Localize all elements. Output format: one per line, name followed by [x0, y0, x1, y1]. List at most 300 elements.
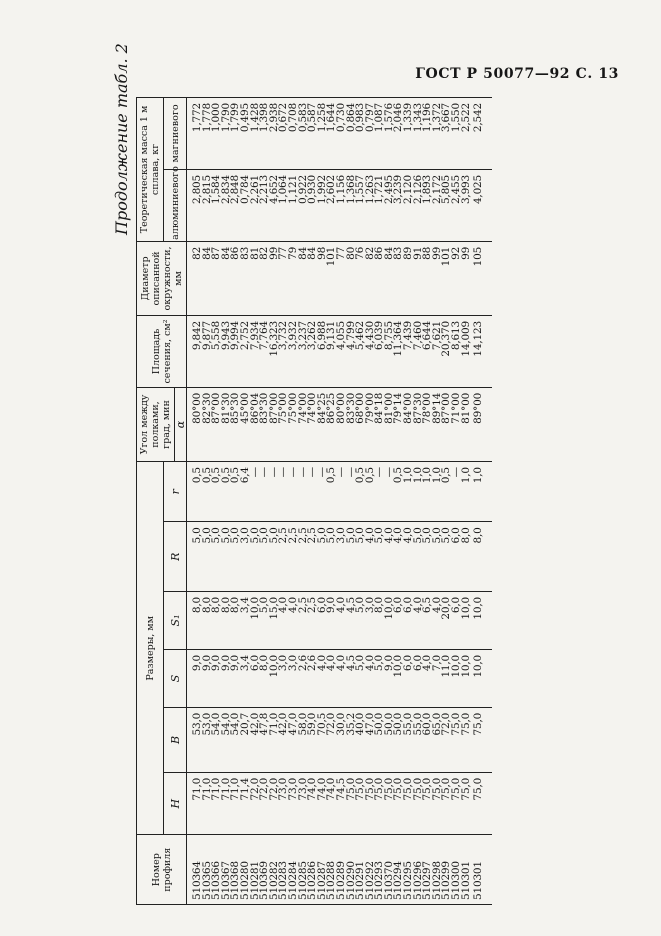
- table-cell: 1,343: [411, 103, 424, 133]
- table-cell: 510286: [306, 861, 319, 900]
- table-cell: 0,5: [219, 467, 232, 484]
- table-cell: 5,0: [440, 527, 453, 544]
- table-cell: 5,0: [315, 527, 328, 544]
- table-cell: 4,0: [334, 654, 347, 672]
- table-cell: 1,398: [258, 103, 271, 133]
- table-cell: 78°00: [421, 392, 434, 424]
- table-cell: 10,0: [459, 654, 472, 678]
- last-R: 8,0: [472, 527, 485, 544]
- table-cell: 71,0: [267, 712, 280, 736]
- table-cell: 16,323: [267, 321, 280, 357]
- table-cell: 8,0: [229, 596, 242, 614]
- table-cell: 2,6: [296, 654, 309, 672]
- table-cell: 72,0: [267, 777, 280, 801]
- table-cell: 510366: [210, 861, 223, 900]
- table-cell: 58,0: [296, 712, 309, 736]
- table-cell: 71,4: [238, 777, 251, 801]
- table-cell: 75,0: [450, 777, 463, 801]
- table-cell: 2,126: [411, 174, 424, 205]
- last-B: 75,0: [472, 712, 485, 736]
- header-sizes: Размеры, мм: [137, 462, 164, 835]
- R-column: [193, 522, 471, 591]
- table-cell: 0,5: [392, 467, 405, 484]
- table-cell: 510280: [238, 861, 251, 900]
- table-cell: 8,0: [200, 596, 213, 614]
- table-cell: 1,0: [430, 467, 443, 484]
- table-cell: 1,772: [191, 103, 203, 133]
- table-cell: 3,0: [286, 654, 299, 672]
- last-diameter: 105: [472, 246, 485, 267]
- table-cell: 11,364: [392, 321, 405, 357]
- table-cell: 86: [373, 246, 386, 260]
- table-cell: 0,587: [306, 103, 319, 133]
- table-cell: 510365: [200, 861, 213, 900]
- last-magnesium: 2,542: [472, 103, 485, 133]
- table-cell: 81°00: [382, 392, 395, 424]
- table-cell: 0,730: [334, 103, 347, 133]
- table-cell: 0,5: [325, 467, 338, 484]
- table-cell: 74,0: [325, 777, 338, 801]
- table-cell: 1,064: [277, 174, 290, 205]
- table-cell: 8,0: [373, 596, 386, 614]
- table-cell: 47,8: [258, 712, 271, 736]
- table-cell: 7,621: [430, 321, 443, 351]
- table-cell: 4,0: [277, 596, 290, 614]
- area-column: [193, 316, 471, 387]
- table-cell: 87°00: [267, 392, 280, 424]
- header-alpha: α: [175, 387, 187, 461]
- table-cell: 20,370: [440, 321, 453, 357]
- table-cell: —: [344, 467, 357, 478]
- table-cell: 5,0: [248, 527, 261, 544]
- table-cell: 98: [315, 246, 328, 260]
- table-cell: 5,558: [210, 321, 223, 351]
- table-cell: 510368: [229, 861, 242, 900]
- table-cell: 510300: [450, 861, 463, 900]
- table-cell: 75,0: [344, 777, 357, 801]
- table-cell: —: [258, 467, 271, 478]
- table-cell: 5,0: [354, 527, 367, 544]
- table-cell: 5,0: [191, 527, 203, 544]
- table-cell: —: [450, 467, 463, 478]
- table-cell: 0,5: [354, 467, 367, 484]
- table-cell: 4,0: [402, 527, 415, 544]
- table-cell: 2,5: [296, 596, 309, 614]
- table-cell: 84°18: [373, 392, 386, 424]
- table-cell: 82: [363, 246, 376, 260]
- table-cell: 1,0: [402, 467, 415, 484]
- header-aluminium: алюминиевого: [164, 169, 187, 241]
- table-cell: 86°04: [248, 392, 261, 424]
- table-cell: 4,0: [382, 527, 395, 544]
- table-cell: 0,5: [191, 467, 203, 484]
- table-cell: 510370: [382, 861, 395, 900]
- table-cell: 83: [238, 246, 251, 260]
- table-cell: 59,0: [306, 712, 319, 736]
- table-cell: 7,0: [430, 654, 443, 672]
- table-cell: 82: [258, 246, 271, 260]
- table-cell: 65,0: [430, 712, 443, 736]
- table-cell: 5,0: [325, 527, 338, 544]
- table-cell: 83°30: [258, 392, 271, 424]
- table-cell: 510281: [248, 861, 261, 900]
- table-cell: 1,644: [325, 103, 338, 133]
- table-cell: 74,5: [334, 777, 347, 801]
- table-cell: 71,0: [229, 777, 242, 801]
- table-cell: 2,5: [277, 527, 290, 544]
- table-cell: 1,799: [229, 103, 242, 133]
- header-angle: Угол между полками, град, мин: [137, 387, 175, 461]
- table-cell: 510283: [277, 861, 290, 900]
- H-column: [193, 773, 471, 835]
- table-cell: 4,799: [344, 321, 357, 351]
- table-cell: 7,764: [258, 321, 271, 351]
- table-cell: 8,0: [459, 527, 472, 544]
- table-cell: 84: [200, 246, 213, 260]
- table-cell: 75,0: [440, 777, 453, 801]
- table-cell: 0,5: [229, 467, 242, 484]
- table-cell: 2,805: [191, 174, 203, 205]
- table-cell: 68°00: [354, 392, 367, 424]
- table-cell: 1,087: [373, 103, 386, 133]
- table-cell: 9,0: [219, 654, 232, 672]
- table-cell: 1,576: [382, 103, 395, 133]
- table-cell: 510284: [286, 861, 299, 900]
- table-cell: 79°14: [392, 392, 405, 424]
- table-cell: 3,0: [277, 654, 290, 672]
- table-cell: 74,0: [306, 777, 319, 801]
- table-cell: 2,5: [306, 527, 319, 544]
- magnesium-mass-column: [193, 98, 471, 169]
- table-cell: 5,0: [354, 596, 367, 614]
- last-aluminium: 4,025: [472, 174, 485, 205]
- table-cell: 3,0: [334, 527, 347, 544]
- table-cell: 75,0: [392, 777, 405, 801]
- table-cell: 6,0: [411, 654, 424, 672]
- table-cell: 75,0: [402, 777, 415, 801]
- table-cell: 4,0: [421, 654, 434, 672]
- table-cell: 79: [286, 246, 299, 260]
- table-cell: 510291: [354, 861, 367, 900]
- table-cell: 73,0: [296, 777, 309, 801]
- table-data-row: [187, 98, 472, 905]
- table-cell: —: [315, 467, 328, 478]
- table-cell: 2,6: [306, 654, 319, 672]
- table-cell: 1,000: [210, 103, 223, 133]
- rotated-table-area: [112, 43, 661, 905]
- table-cell: 75,0: [354, 777, 367, 801]
- table-cell: 510288: [325, 861, 338, 900]
- table-cell: 9,877: [200, 321, 213, 351]
- table-cell: 1,156: [334, 174, 347, 205]
- angle-column: [193, 388, 471, 461]
- table-cell: 84: [382, 246, 395, 260]
- table-cell: 5,0: [229, 527, 242, 544]
- table-cell: 3,237: [296, 321, 309, 351]
- table-cell: 2,602: [325, 174, 338, 205]
- table-cell: 6,4: [238, 467, 251, 484]
- table-cell: 2,495: [382, 174, 395, 205]
- table-cell: 71,0: [200, 777, 213, 801]
- header-mass: Теоретическая масса 1 м сплава, кг: [137, 98, 164, 242]
- table-cell: 510364: [191, 861, 203, 900]
- table-cell: 75,0: [421, 777, 434, 801]
- table-cell: 2,213: [258, 174, 271, 205]
- table-cell: 1,368: [344, 174, 357, 205]
- table-cell: 50,0: [373, 712, 386, 736]
- table-cell: 45°00: [238, 392, 251, 424]
- table-cell: 1,550: [450, 103, 463, 133]
- table-cell: 14,009: [459, 321, 472, 357]
- table-cell: 0,797: [363, 103, 376, 133]
- table-cell: 55,0: [402, 712, 415, 736]
- table-cell: 81: [248, 246, 261, 260]
- table-cell: 7,460: [411, 321, 424, 351]
- table-cell: —: [334, 467, 347, 478]
- table-cell: 42,0: [248, 712, 261, 736]
- table-cell: 75,0: [450, 712, 463, 736]
- table-cell: 11,0: [440, 654, 453, 678]
- table-cell: 2,834: [219, 174, 232, 205]
- table-cell: 3,4: [238, 596, 251, 614]
- table-cell: 10,0: [248, 596, 261, 620]
- table-cell: 72,0: [440, 712, 453, 736]
- table-cell: 2,172: [430, 174, 443, 205]
- table-cell: 0,5: [200, 467, 213, 484]
- table-cell: 70,5: [315, 712, 328, 736]
- table-cell: 3,239: [392, 174, 405, 205]
- table-cell: 5,0: [258, 596, 271, 614]
- table-cell: 1,372: [430, 103, 443, 133]
- table-cell: 0,708: [286, 103, 299, 133]
- header-diameter: Диаметр описанной окружности, мм: [137, 241, 187, 315]
- last-profile: 510301: [472, 861, 485, 900]
- S1-column: [193, 592, 471, 649]
- table-cell: 2,815: [200, 174, 213, 205]
- table-cell: 1,557: [354, 174, 367, 205]
- table-cell: 74°00: [296, 392, 309, 424]
- table-cell: 7,439: [402, 321, 415, 351]
- table-cell: 3,732: [277, 321, 290, 351]
- S-column: [193, 650, 471, 707]
- table-cell: 3,667: [440, 103, 453, 133]
- last-r: 1,0: [472, 467, 485, 484]
- table-cell: 4,0: [392, 527, 405, 544]
- table-cell: 9,0: [200, 654, 213, 672]
- table-cell: 75,0: [430, 777, 443, 801]
- table-cell: 77: [277, 246, 290, 260]
- table-cell: 60,0: [421, 712, 434, 736]
- table-cell: 15,0: [267, 596, 280, 620]
- table-cell: —: [267, 467, 280, 478]
- table-cell: 75,0: [363, 777, 376, 801]
- table-cell: 2,522: [459, 103, 472, 133]
- table-cell: 0,5: [363, 467, 376, 484]
- aluminium-mass-column: [193, 170, 471, 241]
- table-cell: 4,0: [411, 596, 424, 614]
- profile-column: [193, 835, 471, 904]
- table-cell: 0,922: [296, 174, 309, 205]
- table-cell: 4,5: [344, 596, 357, 614]
- table-cell: 20,7: [238, 712, 251, 736]
- last-H: 75,0: [472, 777, 485, 801]
- table-cell: 91: [411, 246, 424, 260]
- table-cell: 81°00: [459, 392, 472, 424]
- table-cell: 84°25: [315, 392, 328, 424]
- table-cell: 84°00: [402, 392, 415, 424]
- table-cell: 72,0: [258, 777, 271, 801]
- table-cell: 87°00: [440, 392, 453, 424]
- table-cell: 1,428: [248, 103, 261, 133]
- table-cell: 87°00: [210, 392, 223, 424]
- table-cell: 3,932: [286, 321, 299, 351]
- table-cell: 9,0: [191, 654, 203, 672]
- table-cell: 75,0: [459, 777, 472, 801]
- table-cell: 30,0: [334, 712, 347, 736]
- table-cell: 75,0: [459, 712, 472, 736]
- table-cell: 71,0: [191, 777, 203, 801]
- table-cell: 83: [392, 246, 405, 260]
- table-cell: 6,5: [421, 596, 434, 614]
- table-cell: 74,0: [315, 777, 328, 801]
- table-cell: 2,261: [248, 174, 261, 205]
- table-cell: 0,864: [344, 103, 357, 133]
- table-cell: 42,0: [277, 712, 290, 736]
- table-cell: 0,983: [354, 103, 367, 133]
- table-cell: 510295: [402, 861, 415, 900]
- table-cell: 50,0: [392, 712, 405, 736]
- table-cell: 4,0: [334, 596, 347, 614]
- table-cell: 1,263: [363, 174, 376, 205]
- table-cell: 510290: [344, 861, 357, 900]
- table-cell: 75,0: [373, 777, 386, 801]
- table-cell: 2,5: [296, 527, 309, 544]
- table-cell: 2,5: [306, 596, 319, 614]
- table-cell: 8,755: [382, 321, 395, 351]
- table-cell: 10,0: [459, 596, 472, 620]
- table-cell: 0,5: [210, 467, 223, 484]
- table-cell: 4,055: [334, 321, 347, 351]
- table-cell: 1,790: [219, 103, 232, 133]
- table-cell: 0,583: [296, 103, 309, 133]
- last-area: 14,123: [472, 321, 485, 357]
- table-cell: —: [296, 467, 309, 478]
- table-cell: 89°14: [430, 392, 443, 424]
- table-cell: 50,0: [382, 712, 395, 736]
- table-cell: 6,0: [450, 527, 463, 544]
- table-cell: —: [248, 467, 261, 478]
- table-cell: 87°30: [411, 392, 424, 424]
- header-r: r: [164, 462, 187, 522]
- table-cell: 1,121: [286, 174, 299, 205]
- table-cell: 1,339: [402, 103, 415, 133]
- table-cell: 0,784: [238, 174, 251, 205]
- table-cell: 84: [296, 246, 309, 260]
- table-cell: 5,0: [354, 654, 367, 672]
- table-cell: 86°25: [325, 392, 338, 424]
- table-cell: 84: [306, 246, 319, 260]
- table-cell: 510297: [421, 861, 434, 900]
- table-cell: 8,0: [191, 596, 203, 614]
- table-cell: 92: [450, 246, 463, 260]
- table-cell: 5,805: [440, 174, 453, 205]
- table-cell: 75,0: [382, 777, 395, 801]
- table-cell: 89: [402, 246, 415, 260]
- table-cell: 35,2: [344, 712, 357, 736]
- table-cell: 6,0: [402, 596, 415, 614]
- table-cell: 87: [210, 246, 223, 260]
- diameter-column: [193, 242, 471, 315]
- table-cell: 9,131: [325, 321, 338, 351]
- table-cell: 6,0: [315, 596, 328, 614]
- table-cell: 9,0: [382, 654, 395, 672]
- last-S: 10,0: [472, 654, 485, 678]
- table-cell: 10,0: [450, 654, 463, 678]
- table-cell: 5,0: [258, 527, 271, 544]
- table-cell: 1,0: [411, 467, 424, 484]
- table-cell: —: [277, 467, 290, 478]
- table-cell: 3,0: [363, 596, 376, 614]
- header-profile: Номер профиля: [137, 835, 187, 905]
- table-cell: 9,0: [210, 654, 223, 672]
- table-cell: 80°00: [191, 392, 203, 424]
- table-cell: 75,0: [411, 777, 424, 801]
- table-cell: 8,0: [210, 596, 223, 614]
- table-cell: 77: [334, 246, 347, 260]
- table-cell: 20,0: [440, 596, 453, 620]
- table-cell: 4,0: [430, 596, 443, 614]
- table-cell: 84: [219, 246, 232, 260]
- table-cell: 10,0: [382, 596, 395, 620]
- header-H: H: [164, 772, 187, 835]
- table-cell: 510298: [430, 861, 443, 900]
- header-B: B: [164, 707, 187, 772]
- header-S: S: [164, 649, 187, 707]
- table-cell: 2,046: [392, 103, 405, 133]
- table-cell: 82°30: [200, 392, 213, 424]
- table-cell: 101: [440, 246, 453, 267]
- table-cell: 85°30: [229, 392, 242, 424]
- table-cell: 4,0: [286, 596, 299, 614]
- table-cell: 3,262: [306, 321, 319, 351]
- header-S1: S₁: [164, 591, 187, 649]
- table-cell: 86: [229, 246, 242, 260]
- table-cell: 99: [459, 246, 472, 260]
- table-cell: 5,0: [421, 527, 434, 544]
- table-cell: 54,0: [229, 712, 242, 736]
- table-cell: 9,943: [219, 321, 232, 351]
- table-cell: 6,988: [315, 321, 328, 351]
- table-cell: 3,0: [238, 527, 251, 544]
- table-cell: 2,120: [402, 174, 415, 205]
- table-cell: 1,992: [315, 174, 328, 205]
- table-cell: —: [306, 467, 319, 478]
- table-cell: 4,652: [267, 174, 280, 205]
- table-cell: 510289: [334, 861, 347, 900]
- profiles-table: [136, 97, 492, 905]
- table-cell: 0,5: [440, 467, 453, 484]
- table-cell: 54,0: [219, 712, 232, 736]
- table-cell: 2,848: [229, 174, 242, 205]
- table-cell: 0,930: [306, 174, 319, 205]
- table-cell: 80: [344, 246, 357, 260]
- table-cell: 5,0: [200, 527, 213, 544]
- table-cell: 6,0: [450, 596, 463, 614]
- table-cell: 510293: [373, 861, 386, 900]
- table-cell: 71,0: [219, 777, 232, 801]
- table-cell: 6,0: [248, 654, 261, 672]
- table-cell: 75°00: [286, 392, 299, 424]
